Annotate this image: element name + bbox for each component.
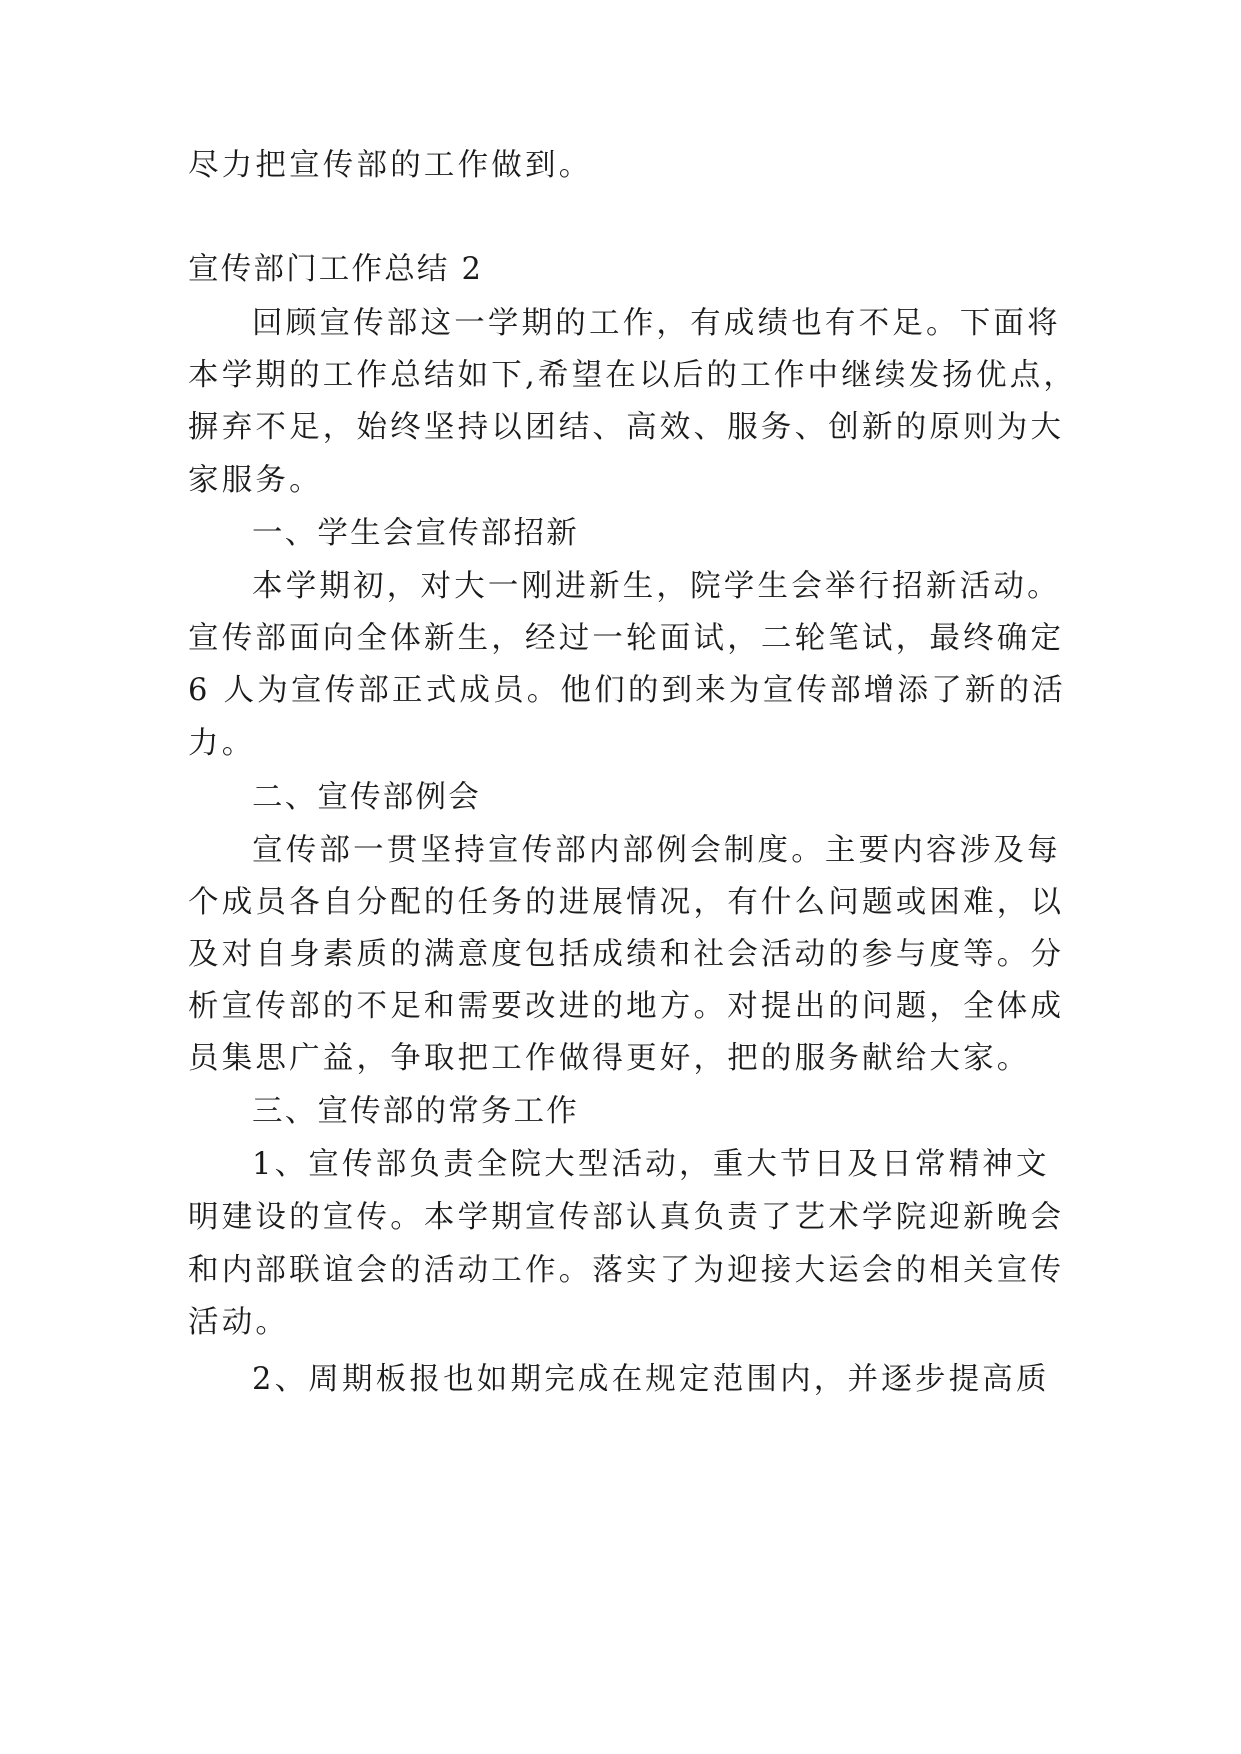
paragraph-line: 明建设的宣传。本学期宣传部认真负责了艺术学院迎新晚会 bbox=[188, 1200, 1065, 1235]
paragraph-line: 力。 bbox=[188, 726, 256, 761]
paragraph-line: 本学期初，对大一刚进新生，院学生会举行招新活动。 bbox=[252, 569, 1061, 604]
paragraph-line: 析宣传部的不足和需要改进的地方。对提出的问题，全体成 bbox=[188, 989, 1065, 1024]
intro-line: 摒弃不足，始终坚持以团结、高效、服务、创新的原则为大 bbox=[188, 410, 1065, 445]
intro-line: 家服务。 bbox=[188, 463, 323, 498]
paragraph-line: 6 人为宣传部正式成员。他们的到来为宣传部增添了新的活 bbox=[188, 673, 1066, 708]
paragraph-line: 宣传部一贯坚持宣传部内部例会制度。主要内容涉及每 bbox=[252, 833, 1061, 868]
paragraph-line: 及对自身素质的满意度包括成绩和社会活动的参与度等。分 bbox=[188, 937, 1065, 972]
paragraph-line: 员集思广益，争取把工作做得更好，把的服务献给大家。 bbox=[188, 1041, 1031, 1076]
paragraph-line: 个成员各自分配的任务的进展情况，有什么问题或困难，以 bbox=[188, 885, 1065, 920]
paragraph-line: 1、宣传部负责全院大型活动，重大节日及日常精神文 bbox=[252, 1147, 1050, 1182]
heading-regular-meeting: 二、宣传部例会 bbox=[252, 780, 481, 815]
paragraph-line: 宣传部面向全体新生，经过一轮面试，二轮笔试，最终确定 bbox=[188, 621, 1065, 656]
heading-routine-work: 三、宣传部的常务工作 bbox=[252, 1094, 579, 1129]
paragraph-line: 2、周期板报也如期完成在规定范围内，并逐步提高质 bbox=[252, 1362, 1050, 1397]
intro-line: 本学期的工作总结如下,希望在以后的工作中继续发扬优点， bbox=[188, 358, 1078, 393]
section-title: 宣传部门工作总结 2 bbox=[188, 252, 484, 287]
paragraph-line: 和内部联谊会的活动工作。落实了为迎接大运会的相关宣传 bbox=[188, 1253, 1065, 1288]
intro-line: 回顾宣传部这一学期的工作，有成绩也有不足。下面将 bbox=[252, 306, 1061, 341]
heading-recruitment: 一、学生会宣传部招新 bbox=[252, 516, 579, 551]
continuation-text: 尽力把宣传部的工作做到。 bbox=[188, 148, 593, 183]
paragraph-line: 活动。 bbox=[188, 1305, 290, 1340]
